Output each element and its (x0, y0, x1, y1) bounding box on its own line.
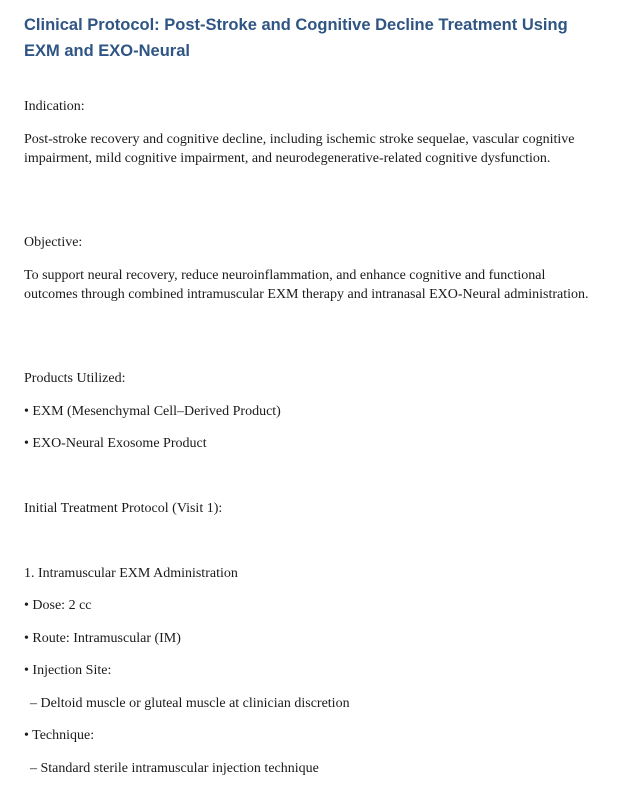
step1-technique-detail: – Standard sterile intramuscular injection technique (30, 761, 319, 776)
product-item-exo-neural: • EXO-Neural Exosome Product (24, 436, 207, 451)
step1-injection-site-label: • Injection Site: (24, 663, 112, 678)
initial-protocol-heading: Initial Treatment Protocol (Visit 1): (24, 501, 223, 516)
objective-heading: Objective: (24, 235, 83, 250)
document-title: Clinical Protocol: Post-Stroke and Cognitive Decline Treatment Using EXM and EXO-Neural (24, 16, 568, 60)
product-item-exm: • EXM (Mesenchymal Cell–Derived Product) (24, 404, 281, 419)
step1-technique-label: • Technique: (24, 728, 95, 743)
products-heading: Products Utilized: (24, 371, 126, 386)
objective-body: To support neural recovery, reduce neuroinflammation, and enhance cognitive and functional outcomes through combined intramuscular EXM therapy and intranasal EXO-Neural administration. (24, 268, 589, 302)
step1-injection-site-detail: – Deltoid muscle or gluteal muscle at clinician discretion (30, 696, 350, 711)
step1-heading: 1. Intramuscular EXM Administration (24, 566, 238, 581)
indication-body: Post-stroke recovery and cognitive decline, including ischemic stroke sequelae, vascular cognitive impairment, mild cognitive impairment, and neurodegenerative-related cognitive dysfunction. (24, 132, 575, 166)
step1-dose: • Dose: 2 cc (24, 598, 92, 613)
indication-heading: Indication: (24, 99, 85, 114)
step1-route: • Route: Intramuscular (IM) (24, 631, 181, 646)
